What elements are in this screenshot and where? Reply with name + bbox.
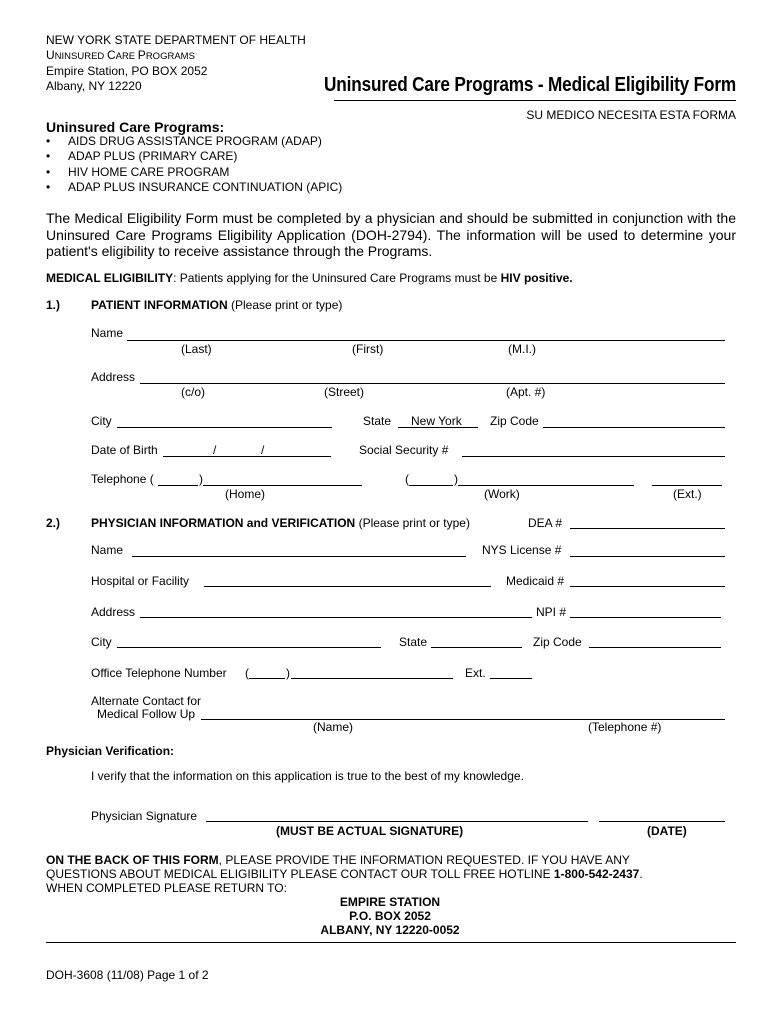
dob-field[interactable] <box>163 456 331 457</box>
dea-label: DEA # <box>528 516 563 530</box>
ext-field[interactable] <box>652 485 722 486</box>
patient-name-field[interactable] <box>127 340 725 341</box>
back-note-line-2: QUESTIONS ABOUT MEDICAL ELIGIBILITY PLEASE CONTACT OUR TOLL FREE HOTLINE 1-800-542-2437. <box>46 867 643 881</box>
agency-block <box>46 33 306 93</box>
hospital-label: Hospital or Facility <box>91 574 190 588</box>
date-field[interactable] <box>599 821 725 822</box>
section-2-number: 2.) <box>46 516 61 530</box>
list-item: • ADAP PLUS (PRIMARY CARE) <box>46 149 238 164</box>
ext-caption: (Ext.) <box>673 487 702 501</box>
home-phone-field[interactable] <box>203 485 362 486</box>
patient-address-field[interactable] <box>140 383 725 384</box>
home-paren-close: ) <box>199 472 203 486</box>
work-paren-open: ( <box>405 472 409 486</box>
telephone-label: Telephone ( <box>91 472 154 486</box>
signature-label: Physician Signature <box>91 809 198 823</box>
section-1-heading: PATIENT INFORMATION (Please print or type) <box>91 298 343 312</box>
ssn-label: Social Security # <box>359 443 449 457</box>
physician-zip-label: Zip Code <box>533 635 582 649</box>
ssn-field[interactable] <box>462 456 725 457</box>
hospital-field[interactable] <box>204 586 491 587</box>
office-ext-field[interactable] <box>490 678 532 679</box>
license-field[interactable] <box>570 556 725 557</box>
alt-contact-label-2: Medical Follow Up <box>97 707 196 721</box>
address-line-2: Albany, NY 12220 <box>46 78 142 93</box>
dea-field[interactable] <box>570 528 725 529</box>
section-1-number: 1.) <box>46 298 61 312</box>
office-paren-open: ( <box>245 666 249 680</box>
list-item: • ADAP PLUS INSURANCE CONTINUATION (APIC) <box>46 180 343 195</box>
license-label: NYS License # <box>482 543 562 557</box>
physician-name-label: Name <box>91 543 124 557</box>
work-phone-field[interactable] <box>458 485 634 486</box>
physician-address-field[interactable] <box>140 617 532 618</box>
alt-name-caption: (Name) <box>313 720 354 734</box>
last-caption: (Last) <box>181 342 212 356</box>
co-caption: (c/o) <box>181 385 205 399</box>
physician-state-label: State <box>399 635 428 649</box>
return-address-line-2: P.O. BOX 2052 <box>349 909 431 923</box>
section-2-heading: PHYSICIAN INFORMATION and VERIFICATION (Please print or type) <box>91 516 470 530</box>
signature-note: (MUST BE ACTUAL SIGNATURE) <box>276 824 464 838</box>
work-area-code-field[interactable] <box>409 485 453 486</box>
dob-slash-2: / <box>261 443 265 457</box>
street-caption: (Street) <box>324 385 365 399</box>
division-name: UNINSURED CARE PROGRAMS <box>46 47 195 62</box>
programs-heading: Uninsured Care Programs: <box>46 119 225 135</box>
patient-city-label: City <box>91 414 112 428</box>
spanish-note: SU MEDICO NECESITA ESTA FORMA <box>526 108 736 122</box>
office-phone-field[interactable] <box>291 678 453 679</box>
patient-state-label: State <box>363 414 392 428</box>
physician-name-field[interactable] <box>132 556 466 557</box>
back-note-line-3: WHEN COMPLETED PLEASE RETURN TO: <box>46 881 287 895</box>
patient-zip-label: Zip Code <box>490 414 539 428</box>
form-title: Uninsured Care Programs - Medical Eligibility Form <box>324 74 736 96</box>
apt-caption: (Apt. #) <box>506 385 546 399</box>
npi-label: NPI # <box>536 605 567 619</box>
back-note-line-1: ON THE BACK OF THIS FORM, PLEASE PROVIDE THE INFORMATION REQUESTED. IF YOU HAVE ANY <box>46 853 630 867</box>
medicaid-field[interactable] <box>570 586 725 587</box>
office-ext-label: Ext. <box>465 666 486 680</box>
mi-caption: (M.I.) <box>508 342 536 356</box>
office-area-code-field[interactable] <box>249 678 285 679</box>
programs-list <box>46 134 342 196</box>
physician-city-field[interactable] <box>117 647 381 648</box>
physician-address-label: Address <box>91 605 136 619</box>
list-item: • HIV HOME CARE PROGRAM <box>46 164 230 179</box>
patient-zip-field[interactable] <box>543 427 725 428</box>
patient-name-label: Name <box>91 326 124 340</box>
return-address <box>290 895 490 937</box>
physician-city-label: City <box>91 635 112 649</box>
title-rule <box>334 100 736 101</box>
home-caption: (Home) <box>225 487 266 501</box>
medicaid-label: Medicaid # <box>506 574 565 588</box>
date-caption: (DATE) <box>647 824 687 838</box>
list-item: • AIDS DRUG ASSISTANCE PROGRAM (ADAP) <box>46 134 322 148</box>
dob-slash-1: / <box>213 443 217 457</box>
npi-field[interactable] <box>570 617 721 618</box>
return-address-line-3: ALBANY, NY 12220-0052 <box>320 923 460 937</box>
physician-zip-field[interactable] <box>589 647 721 648</box>
signature-field[interactable] <box>206 821 588 822</box>
first-caption: (First) <box>352 342 384 356</box>
patient-city-field[interactable] <box>117 427 332 428</box>
work-paren-close: ) <box>454 472 458 486</box>
office-phone-label: Office Telephone Number <box>91 666 227 680</box>
alt-phone-caption: (Telephone #) <box>588 720 662 734</box>
medical-eligibility-note: MEDICAL ELIGIBILITY: Patients applying for the Uninsured Care Programs must be HIV positive. <box>46 271 573 285</box>
form-id: DOH-3608 (11/08) Page 1 of 2 <box>46 968 209 982</box>
physician-state-field[interactable] <box>431 647 522 648</box>
verification-heading: Physician Verification: <box>46 744 175 758</box>
address-line-1: Empire Station, PO BOX 2052 <box>46 64 208 78</box>
alt-contact-label-1: Alternate Contact for <box>91 694 202 708</box>
intro-paragraph: The Medical Eligibility Form must be completed by a physician and should be submitted in conjunction with the Uninsured Care Programs Eligibility Application (DOH-2794). The information will be used to determine your patient's eligibility to receive assistance through the Programs. <box>46 210 736 259</box>
work-caption: (Work) <box>484 487 520 501</box>
patient-state-value: New York <box>411 414 462 428</box>
verification-statement: I verify that the information on this application is true to the best of my knowledge. <box>91 769 524 783</box>
return-address-line-1: EMPIRE STATION <box>339 895 441 909</box>
footer-divider <box>46 942 736 943</box>
agency-name: NEW YORK STATE DEPARTMENT OF HEALTH <box>46 33 306 47</box>
dob-label: Date of Birth <box>91 443 158 457</box>
office-paren-close: ) <box>286 666 290 680</box>
patient-address-label: Address <box>91 370 136 384</box>
home-area-code-field[interactable] <box>158 485 198 486</box>
